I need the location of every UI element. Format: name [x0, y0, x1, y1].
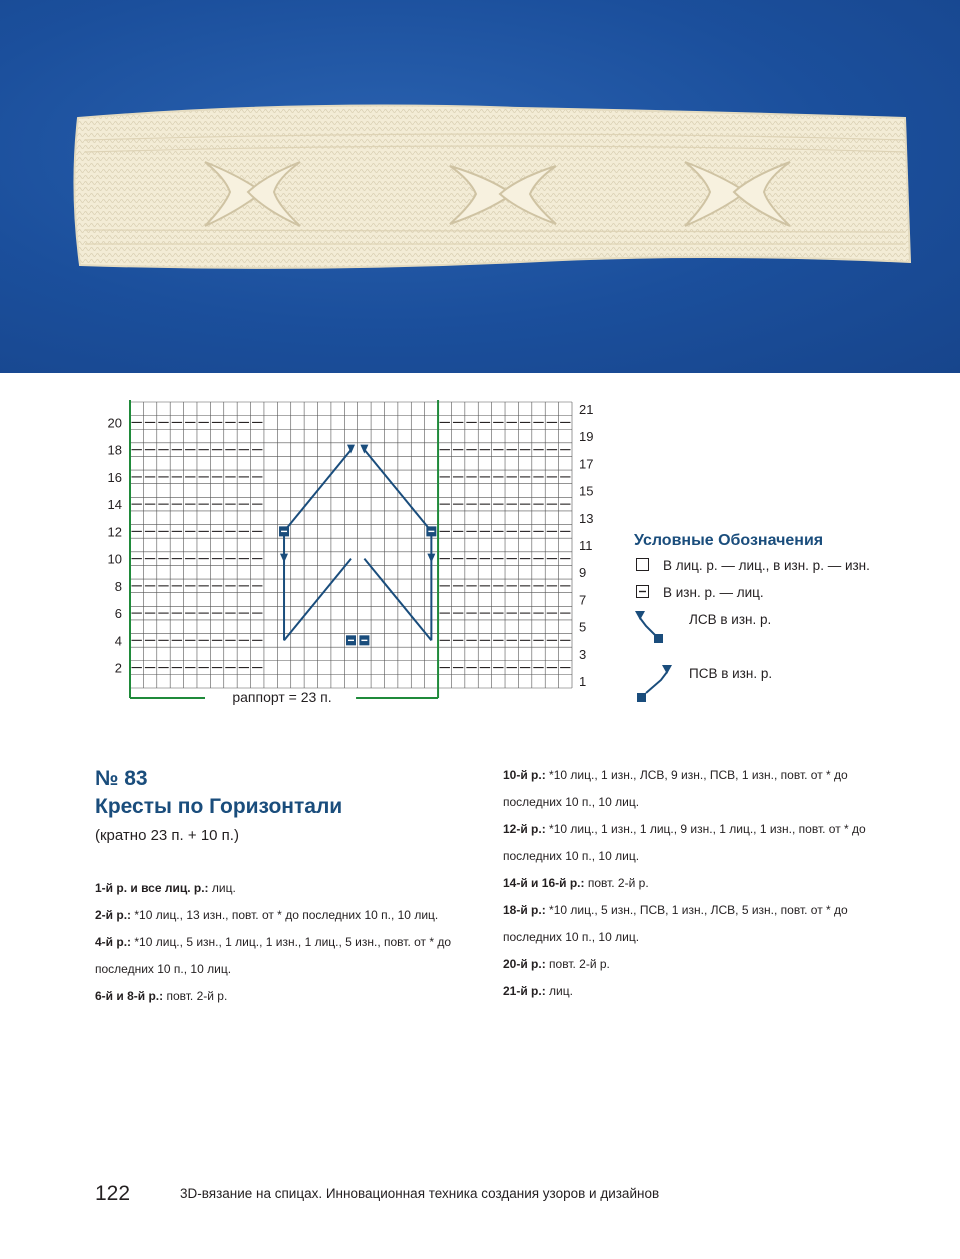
cable-triangle	[427, 554, 435, 563]
row-label: 16	[107, 469, 122, 485]
instruction-row: 6-й и 8-й р.: повт. 2-й р.	[95, 989, 228, 1003]
row-label: 12	[107, 524, 122, 540]
legend-item-purl: В изн. р. — лиц.	[663, 585, 764, 600]
row-label: 18	[107, 442, 122, 458]
pattern-multiple: (кратно 23 п. + 10 п.)	[95, 827, 239, 844]
row-label: 7	[579, 592, 587, 608]
legend-item-knit: В лиц. р. — лиц., в изн. р. — изн.	[663, 558, 870, 573]
row-label: 3	[579, 646, 587, 662]
row-label: 21	[579, 401, 594, 417]
row-label: 4	[114, 633, 122, 649]
page-number: 122	[95, 1182, 131, 1205]
instruction-row: 2-й р.: *10 лиц., 13 изн., повт. от * до последних 10 п., 10 лиц.	[95, 908, 439, 922]
instruction-row: 14-й и 16-й р.: повт. 2-й р.	[503, 876, 649, 890]
pattern-header	[95, 765, 342, 844]
pattern-number: № 83	[95, 767, 148, 790]
knitted-swatch-icon	[0, 0, 960, 373]
row-label: 20	[107, 415, 122, 431]
legend-item-lsv: ЛСВ в изн. р.	[689, 612, 772, 627]
swatch-photo	[0, 0, 960, 373]
purl-dashes	[132, 422, 571, 667]
legend-item-psv: ПСВ в изн. р.	[689, 666, 773, 681]
cable-triangle	[280, 554, 288, 563]
instruction-row: 21-й р.: лиц.	[503, 984, 573, 998]
repeat-label: раппорт = 23 п.	[232, 689, 332, 705]
instruction-row: 12-й р.: *10 лиц., 1 изн., 1 лиц., 9 изн., 1 лиц., 1 изн., повт. от * до последних 10 п., 10 лиц.	[503, 822, 866, 863]
row-label: 8	[114, 578, 122, 594]
row-label: 10	[107, 551, 122, 567]
row-label: 5	[579, 619, 587, 635]
row-label: 9	[579, 565, 587, 581]
instruction-row: 20-й р.: повт. 2-й р.	[503, 957, 610, 971]
dash-square-icon	[636, 585, 650, 599]
row-label: 2	[114, 660, 122, 676]
pattern-name: Кресты по Горизонтали	[95, 795, 343, 818]
instructions-right	[503, 762, 888, 1005]
row-label: 1	[579, 674, 587, 690]
instruction-row: 1-й р. и все лиц. р.: лиц.	[95, 881, 236, 895]
instruction-row: 10-й р.: *10 лиц., 1 изн., ЛСВ, 9 изн., ПСВ, 1 изн., повт. от * до последних 10 п., 10 лиц.	[503, 768, 848, 809]
row-labels-right	[579, 402, 593, 689]
row-label: 6	[114, 606, 122, 622]
row-label: 11	[579, 538, 593, 553]
row-label: 14	[107, 497, 122, 513]
row-label: 19	[579, 429, 594, 445]
empty-square-icon	[636, 558, 650, 572]
legend-title: Условные Обозначения	[634, 532, 824, 549]
instructions-left	[95, 875, 475, 1010]
right-cross-icon	[632, 662, 672, 704]
instruction-row: 4-й р.: *10 лиц., 5 изн., 1 лиц., 1 изн., 1 лиц., 5 изн., повт. от * до последних 10 п., 10 лиц.	[95, 935, 452, 976]
row-label: 17	[579, 456, 594, 472]
row-labels-left	[108, 415, 122, 675]
left-cross-icon	[632, 608, 672, 648]
row-label: 13	[579, 510, 594, 526]
knitting-chart	[0, 390, 620, 720]
book-title: 3D-вязание на спицах. Инновационная техника создания узоров и дизайнов	[180, 1186, 660, 1201]
row-label: 15	[579, 483, 594, 499]
instruction-row: 18-й р.: *10 лиц., 5 изн., ПСВ, 1 изн., ЛСВ, 5 изн., повт. от * до последних 10 п., 10 лиц.	[503, 903, 848, 944]
